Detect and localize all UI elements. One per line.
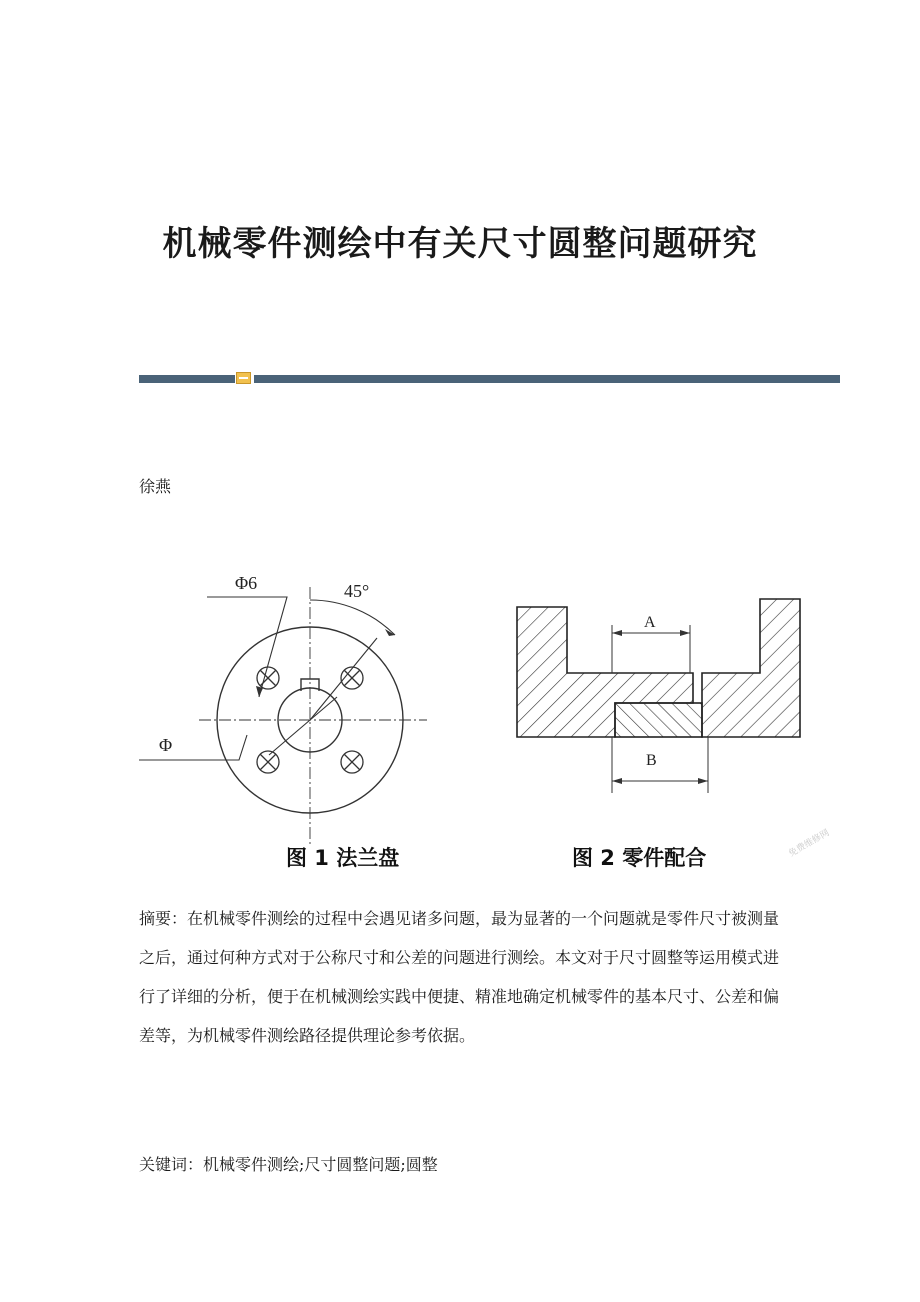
figure-1-caption: 图 1 法兰盘 [286, 846, 400, 870]
figure-1-flange-drawing [139, 565, 439, 875]
divider-envelope-icon [236, 372, 251, 384]
document-title: 机械零件测绘中有关尺寸圆整问题研究 [162, 224, 758, 264]
author: 徐燕 [139, 477, 172, 496]
figure-2-fit-drawing [505, 565, 815, 875]
abstract-paragraph: 摘要：在机械零件测绘的过程中会遇见诸多问题，最为显著的一个问题就是零件尺寸被测量之后，通过何种方式对于公称尺寸和公差的问题进行测绘。本文对于尺寸圆整等运用模式进行了详细的分析，便于在机械测绘实践中便捷、精准地确定机械零件的基本尺寸、公差和偏差等，为机械零件测绘路径提供理论参考依据。 [139, 909, 780, 1045]
figure-2-caption: 图 2 零件配合 [572, 846, 707, 870]
watermark: 免费维修网 [787, 828, 832, 860]
keywords-line: 关键词：机械零件测绘;尺寸圆整问题;圆整 [139, 1155, 438, 1174]
figure-1-phi6-label: Φ6 [235, 573, 258, 593]
figure-1-angle-label: 45° [344, 581, 370, 601]
title-divider-left [139, 375, 235, 383]
figure-1-phi-label: Φ [159, 735, 173, 755]
figure-2-dimension-a-label: A [644, 614, 656, 631]
figure-2-dimension-b-label: B [646, 752, 657, 769]
title-divider-right [254, 375, 840, 383]
